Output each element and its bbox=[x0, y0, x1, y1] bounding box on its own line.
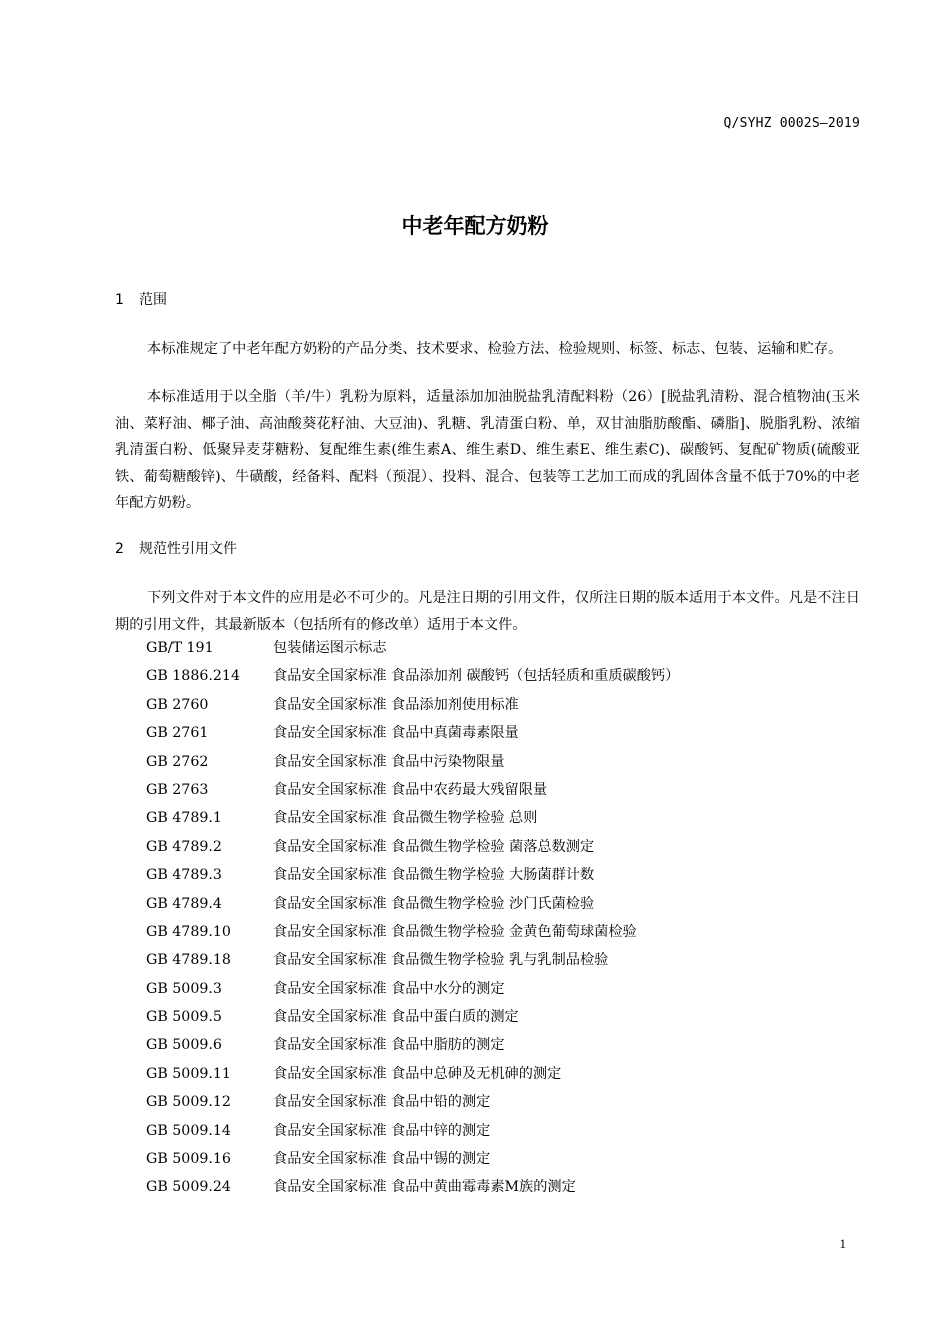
reference-row bbox=[146, 975, 866, 1003]
document-title: 中老年配方奶粉 bbox=[401, 214, 549, 238]
reference-code: GB 4789.1 bbox=[146, 810, 222, 827]
page-number: 1 bbox=[839, 1236, 846, 1251]
section-2-heading bbox=[115, 538, 237, 558]
reference-title: 食品安全国家标准 食品中脂肪的测定 bbox=[273, 1037, 505, 1054]
reference-title: 食品安全国家标准 食品中锡的测定 bbox=[273, 1151, 491, 1168]
reference-row bbox=[146, 1060, 866, 1088]
reference-row bbox=[146, 662, 866, 690]
reference-code: GB 4789.18 bbox=[146, 952, 231, 969]
reference-title: 食品安全国家标准 食品微生物学检验 总则 bbox=[273, 810, 538, 827]
standard-code: Q/SYHZ 0002S—2019 bbox=[723, 116, 860, 131]
reference-code: GB 2761 bbox=[146, 725, 209, 742]
reference-title: 食品安全国家标准 食品微生物学检验 沙门氏菌检验 bbox=[273, 895, 595, 912]
section-1-title: 范围 bbox=[139, 292, 167, 308]
reference-code: GB 5009.11 bbox=[146, 1065, 231, 1082]
reference-row bbox=[146, 776, 866, 804]
reference-title: 食品安全国家标准 食品微生物学检验 菌落总数测定 bbox=[273, 838, 595, 855]
reference-code: GB 1886.214 bbox=[146, 668, 240, 685]
reference-title: 食品安全国家标准 食品微生物学检验 大肠菌群计数 bbox=[273, 867, 595, 884]
reference-row bbox=[146, 719, 866, 747]
reference-row bbox=[146, 861, 866, 889]
section-1-heading bbox=[115, 289, 167, 309]
section-1-number: 1 bbox=[115, 292, 124, 308]
scope-paragraph-2: 本标准适用于以全脂（羊/牛）乳粉为原料，适量添加加油脱盐乳清配料粉（26）[脱盐乳清粉、混合植物油(玉米油、菜籽油、椰子油、高油酸葵花籽油、大豆油)、乳糖、乳清蛋白粉、单，双甘油脂肪酸酯、磷脂]、脱脂乳粉、浓缩乳清蛋白粉、低聚异麦芽糖粉、复配维生素(维生素A、维生素D、维生素E、维生素C)、碳酸钙、复配矿物质(硫酸亚铁、葡萄糖酸锌)、牛磺酸，经备料、配料（预混）、投料、混合、包装等工艺加工而成的乳固体含量不低于70%的中老年配方奶粉。 bbox=[115, 389, 860, 511]
reference-row bbox=[146, 748, 866, 776]
reference-code: GB 5009.5 bbox=[146, 1009, 222, 1026]
references-intro: 下列文件对于本文件的应用是必不可少的。凡是注日期的引用文件，仅所注日期的版本适用于本文件。凡是不注日期的引用文件，其最新版本（包括所有的修改单）适用于本文件。 bbox=[115, 590, 860, 633]
reference-list bbox=[146, 634, 866, 1202]
reference-title: 食品安全国家标准 食品中锌的测定 bbox=[273, 1122, 491, 1139]
reference-row bbox=[146, 634, 866, 662]
reference-row bbox=[146, 1088, 866, 1116]
reference-title: 食品安全国家标准 食品中蛋白质的测定 bbox=[273, 1009, 519, 1026]
reference-title: 食品安全国家标准 食品添加剂 碳酸钙（包括轻质和重质碳酸钙） bbox=[273, 668, 680, 685]
reference-code: GB/T 191 bbox=[146, 640, 214, 656]
reference-title: 食品安全国家标准 食品添加剂使用标准 bbox=[273, 696, 519, 713]
reference-code: GB 5009.24 bbox=[146, 1179, 231, 1196]
reference-code: GB 4789.2 bbox=[146, 838, 222, 855]
reference-title: 食品安全国家标准 食品中农药最大残留限量 bbox=[273, 781, 548, 798]
reference-code: GB 4789.10 bbox=[146, 923, 231, 940]
reference-row bbox=[146, 1031, 866, 1059]
reference-code: GB 2763 bbox=[146, 781, 209, 798]
reference-row bbox=[146, 890, 866, 918]
reference-code: GB 5009.3 bbox=[146, 980, 222, 997]
reference-row bbox=[146, 804, 866, 832]
reference-row bbox=[146, 918, 866, 946]
reference-code: GB 5009.12 bbox=[146, 1094, 231, 1111]
reference-title: 食品安全国家标准 食品中污染物限量 bbox=[273, 753, 505, 770]
reference-code: GB 5009.6 bbox=[146, 1037, 222, 1054]
reference-code: GB 5009.14 bbox=[146, 1122, 231, 1139]
reference-title: 食品安全国家标准 食品中黄曲霉毒素M族的测定 bbox=[273, 1179, 576, 1196]
reference-title: 食品安全国家标准 食品中总砷及无机砷的测定 bbox=[273, 1065, 562, 1082]
reference-code: GB 4789.4 bbox=[146, 895, 222, 912]
reference-row bbox=[146, 691, 866, 719]
reference-code: GB 2760 bbox=[146, 696, 209, 713]
reference-code: GB 4789.3 bbox=[146, 867, 222, 884]
reference-row bbox=[146, 833, 866, 861]
section-2-title: 规范性引用文件 bbox=[139, 541, 237, 557]
reference-code: GB 5009.16 bbox=[146, 1151, 231, 1168]
reference-title: 包装储运图示标志 bbox=[273, 640, 387, 656]
reference-row bbox=[146, 1003, 866, 1031]
reference-row bbox=[146, 1145, 866, 1173]
section-2-number: 2 bbox=[115, 541, 124, 557]
scope-paragraph-1: 本标准规定了中老年配方奶粉的产品分类、技术要求、检验方法、检验规则、标签、标志、包装、运输和贮存。 bbox=[147, 341, 843, 357]
reference-title: 食品安全国家标准 食品中铅的测定 bbox=[273, 1094, 491, 1111]
reference-title: 食品安全国家标准 食品微生物学检验 乳与乳制品检验 bbox=[273, 952, 609, 969]
reference-code: GB 2762 bbox=[146, 753, 209, 770]
reference-row bbox=[146, 946, 866, 974]
reference-title: 食品安全国家标准 食品中水分的测定 bbox=[273, 980, 505, 997]
reference-title: 食品安全国家标准 食品微生物学检验 金黄色葡萄球菌检验 bbox=[273, 923, 637, 940]
reference-title: 食品安全国家标准 食品中真菌毒素限量 bbox=[273, 725, 519, 742]
reference-row bbox=[146, 1173, 866, 1201]
reference-row bbox=[146, 1117, 866, 1145]
